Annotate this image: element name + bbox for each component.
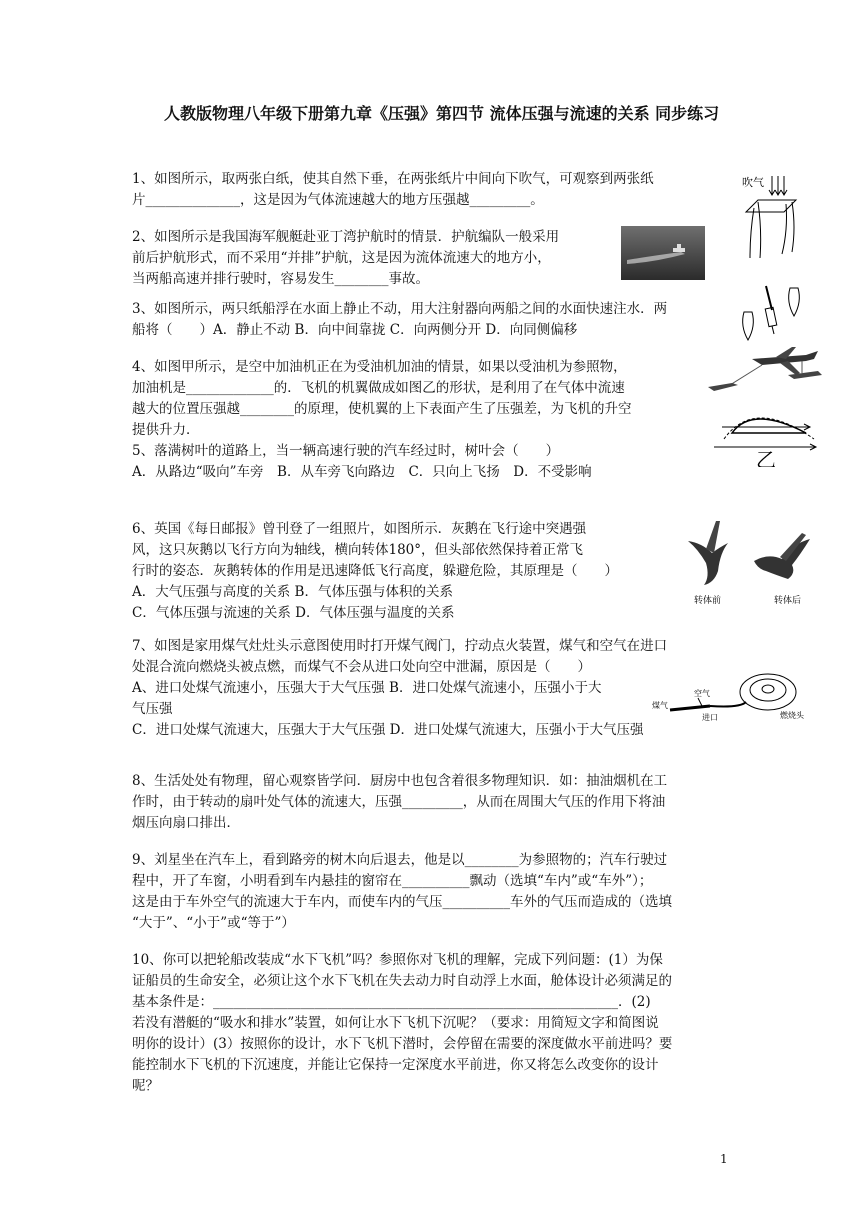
gas-stove-figure: [650, 668, 814, 728]
question-10-line-3: 基本条件是：____________________________________________________________．(2): [132, 994, 651, 1010]
question-10-line-6: 能控制水下飞机的下沉速度，并能让它保持一定深度水平前进，你又将怎么改变你的设计: [132, 1057, 659, 1073]
paper-boats-figure: [736, 282, 808, 344]
question-1: [132, 169, 654, 211]
figure-label-gas: 煤气: [652, 701, 668, 710]
question-5: [132, 441, 592, 483]
aerial-refueling-figure: [702, 345, 830, 467]
question-6-line-4: A．大气压强与高度的关系 B．气体压强与体积的关系: [132, 584, 453, 600]
question-10-line-5: 明你的设计）(3）按照你的设计，水下飞机下潜时，会停留在需要的深度做水平前进吗？要: [132, 1036, 673, 1052]
question-4: [132, 357, 632, 441]
question-4-line-2: 加油机是_____________的．飞机的机翼做成如图乙的形状，是利用了在气体中流速: [132, 380, 625, 396]
question-3-line-1: 3、如图所示，两只纸船浮在水面上静止不动，用大注射器向两船之间的水面快速注水．两: [132, 301, 668, 317]
question-1-line-2: 片______________，这是因为气体流速越大的地方压强越_________。: [132, 192, 544, 208]
question-9-line-4: “大于”、“小于”或“等于”）: [132, 915, 295, 931]
question-9-line-2: 程中，开了车窗，小明看到车内悬挂的窗帘在__________飘动（选填“车内”或“车外”）；: [132, 873, 653, 889]
question-3: [132, 299, 667, 341]
figure-label-after: 转体后: [774, 596, 802, 606]
question-2: [132, 227, 559, 290]
figure-label-blow: 吹气: [742, 176, 764, 189]
question-6-line-5: C．气体压强与流速的关系 D．气体压强与温度的关系: [132, 605, 455, 621]
page-number: 1: [720, 1152, 728, 1166]
question-9: [132, 850, 672, 934]
question-7-line-1: 7、如图是家用煤气灶灶头示意图使用时打开煤气阀门，拧动点火装置，煤气和空气在进口: [132, 638, 668, 654]
question-9-line-1: 9、刘星坐在汽车上，看到路旁的树木向后退去，他是以________为参照物的；汽车行驶过: [132, 852, 668, 868]
question-6-line-2: 风，这只灰鹅以飞行方向为轴线，横向转体180°，但头部依然保持着正常飞: [132, 542, 584, 558]
question-6: [132, 519, 618, 624]
question-8-line-2: 作时，由于转动的扇叶处气体的流速大，压强_________，从而在周围大气压的作用下将油: [132, 794, 666, 810]
paper-blowing-figure: [736, 172, 808, 262]
question-1-line-1: 1、如图所示，取两张白纸，使其自然下垂，在两张纸片中间向下吹气，可观察到两张纸: [132, 171, 654, 187]
question-2-line-3: 当两船高速并排行驶时，容易发生________事故。: [132, 271, 429, 287]
figure-label-air: 空气: [694, 689, 710, 698]
figure-label-inlet: 进口: [702, 713, 718, 722]
question-8: [132, 771, 667, 834]
figure-label-b: 乙: [756, 448, 776, 467]
question-4-line-3: 越大的位置压强越________的原理，使机翼的上下表面产生了压强差，为飞机的升空: [132, 401, 632, 417]
question-7-line-5: C．进口处煤气流速大，压强大于大气压强 D．进口处煤气流速大，压强小于大气压强: [132, 722, 644, 738]
question-10-line-4: 若没有潜艇的“吸水和排水”装置，如何让水下飞机下沉呢？（要求：用简短文字和简图说: [132, 1015, 659, 1031]
question-8-line-1: 8、生活处处有物理，留心观察皆学问．厨房中也包含着很多物理知识．如：抽油烟机在工: [132, 773, 668, 789]
question-7-line-4: 气压强: [132, 701, 173, 717]
question-3-line-2: 船将（ ）A．静止不动 B．向中间靠拢 C．向两侧分开 D．向同侧偏移: [132, 322, 578, 338]
question-7: [132, 636, 667, 741]
question-7-line-3: A、进口处煤气流速小，压强大于大气压强 B．进口处煤气流速小，压强小于大: [132, 680, 602, 696]
question-10: [132, 950, 672, 1097]
question-7-line-2: 处混合流向燃烧头被点燃，而煤气不会从进口处向空中泄漏，原因是（ ）: [132, 659, 591, 675]
goose-figure: [684, 513, 822, 609]
question-9-line-3: 这是由于车外空气的流速大于车内，而使车内的气压__________车外的气压而造成的（选填: [132, 894, 672, 910]
question-6-line-3: 行时的姿态．灰鹅转体的作用是迅速降低飞行高度，躲避危险，其原理是（ ）: [132, 563, 618, 579]
question-2-line-2: 前后护航形式，而不采用“并排”护航，这是因为流体流速大的地方小，: [132, 250, 551, 266]
question-10-line-7: 呢？: [132, 1078, 159, 1094]
page-title: 人教版物理八年级下册第九章《压强》第四节 流体压强与流速的关系 同步练习: [164, 104, 720, 123]
question-6-line-1: 6、英国《每日邮报》曾刊登了一组照片，如图所示．灰鹅在飞行途中突遇强: [132, 521, 587, 537]
question-4-line-4: 提供升力．: [132, 422, 200, 438]
warship-photo: [621, 226, 705, 280]
question-10-line-1: 10、你可以把轮船改装成“水下飞机”吗？参照你对飞机的理解，完成下列问题：(1）为保: [132, 952, 663, 968]
question-4-line-1: 4、如图甲所示，是空中加油机正在为受油机加油的情景，如果以受油机为参照物，: [132, 359, 627, 375]
question-5-line-1: 5、落满树叶的道路上，当一辆高速行驶的汽车经过时，树叶会（ ）: [132, 443, 560, 459]
question-2-line-1: 2、如图所示是我国海军舰艇赴亚丁湾护航时的情景．护航编队一般采用: [132, 229, 560, 245]
question-10-line-2: 证船员的生命安全，必须让这个水下飞机在失去动力时自动浮上水面，舱体设计必须满足的: [132, 973, 672, 989]
question-8-line-3: 烟压向扇口排出．: [132, 815, 240, 831]
question-5-line-2: A．从路边“吸向”车旁 B．从车旁飞向路边 C．只向上飞扬 D．不受影响: [132, 464, 592, 480]
figure-label-before: 转体前: [694, 596, 722, 606]
figure-label-burner: 燃烧头: [780, 711, 804, 720]
